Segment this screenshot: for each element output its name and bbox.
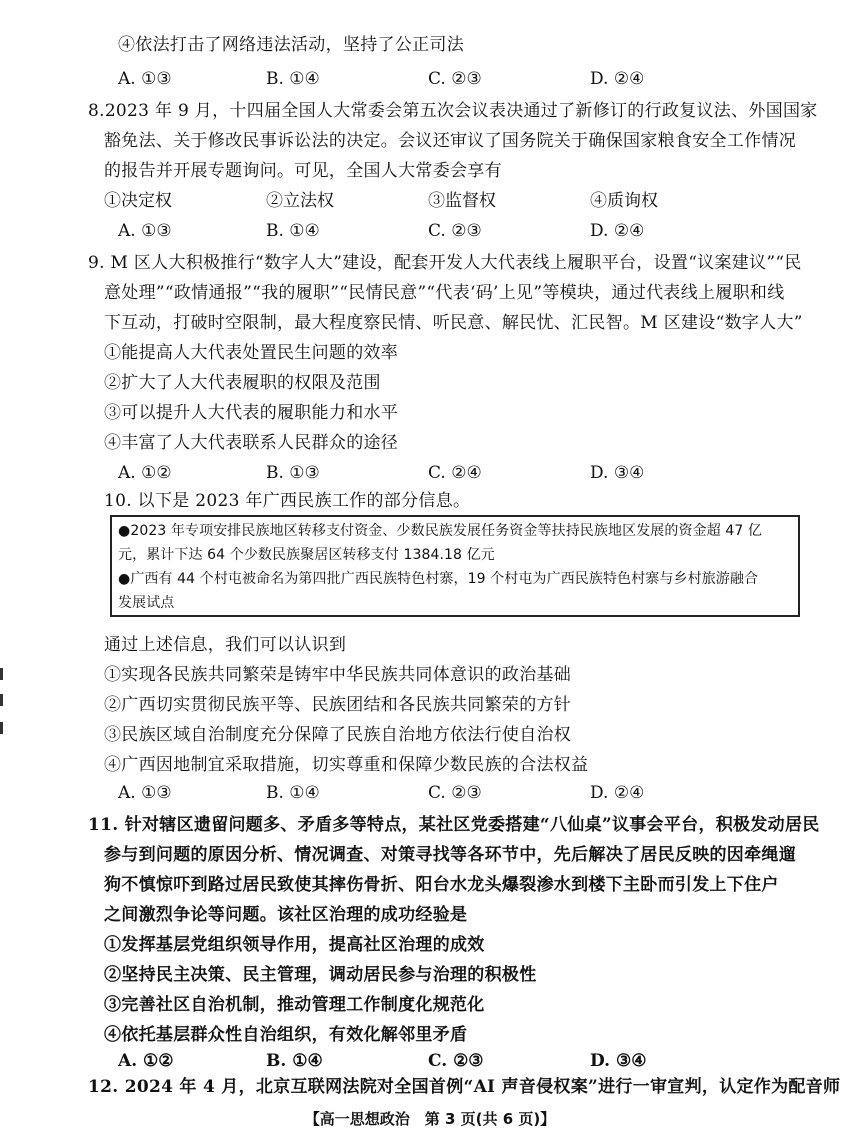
q9-stem-line-3: 下互动，打破时空限制，最大程度察民情、听民意、解民忧、汇民智。M 区建设“数字人大” — [104, 313, 803, 333]
q10-option-c[interactable]: C. ②③ — [428, 783, 482, 803]
q11-option-d[interactable]: D. ③④ — [590, 1051, 647, 1071]
q7-options — [0, 68, 860, 90]
q10-box-line-1: ●2023 年专项安排民族地区转移支付资金、少数民族发展任务资金等扶持民族地区发展的资金超 47 亿 — [118, 523, 763, 539]
q10-box-line-2: 元，累计下达 64 个少数民族聚居区转移支付 1384.18 亿元 — [118, 547, 495, 563]
q9-statement-3: ③可以提升人大代表的履职能力和水平 — [104, 403, 399, 423]
q11-statement-1: ①发挥基层党组织领导作用，提高社区治理的成效 — [104, 935, 485, 955]
q11-option-a[interactable]: A. ①② — [118, 1051, 174, 1071]
q8-stem-line-2: 豁免法、关于修改民事诉讼法的决定。会议还审议了国务院关于确保国家粮食安全工作情况 — [104, 131, 796, 151]
q11-statement-4: ④依托基层群众性自治组织，有效化解邻里矛盾 — [104, 1025, 468, 1045]
q9-option-d[interactable]: D. ③④ — [590, 463, 645, 483]
q7-option-b[interactable]: B. ①④ — [266, 69, 320, 89]
q11-stem-line-4: 之间激烈争论等问题。该社区治理的成功经验是 — [104, 905, 468, 925]
q8-option-a[interactable]: A. ①③ — [118, 221, 172, 241]
binding-margin-mark — [0, 694, 13, 706]
q8-item-3: ③监督权 — [428, 191, 496, 211]
binding-margin-mark — [0, 668, 13, 680]
q10-option-d[interactable]: D. ②④ — [590, 783, 645, 803]
q8-option-c[interactable]: C. ②③ — [428, 221, 482, 241]
q7-option-d[interactable]: D. ②④ — [590, 69, 645, 89]
q9-statement-1: ①能提高人大代表处置民生问题的效率 — [104, 343, 399, 363]
q12-stem-line-1: 12. 2024 年 4 月，北京互联网法院对全国首例“AI 声音侵权案”进行一审宣判，认定作为配音师 — [88, 1077, 841, 1097]
q11-option-b[interactable]: B. ①④ — [266, 1051, 323, 1071]
q8-item-1: ①决定权 — [104, 191, 172, 211]
q9-statement-4: ④丰富了人大代表联系人民群众的途径 — [104, 433, 399, 453]
q8-item-2: ②立法权 — [266, 191, 334, 211]
q8-option-d[interactable]: D. ②④ — [590, 221, 645, 241]
q10-info-box — [110, 515, 800, 617]
q7-statement-4: ④依法打击了网络违法活动，坚持了公正司法 — [118, 35, 464, 55]
page-footer: 【高一思想政治 第 3 页(共 6 页)】 — [304, 1110, 556, 1128]
q10-options — [0, 782, 860, 804]
q10-prompt: 通过上述信息，我们可以认识到 — [104, 635, 347, 655]
q11-statement-2: ②坚持民主决策、民主管理，调动居民参与治理的积极性 — [104, 965, 537, 985]
q7-option-c[interactable]: C. ②③ — [428, 69, 482, 89]
q10-statement-3: ③民族区域自治制度充分保障了民族自治地方依法行使自治权 — [104, 725, 572, 745]
q9-option-c[interactable]: C. ②④ — [428, 463, 482, 483]
q9-statement-2: ②扩大了人大代表履职的权限及范围 — [104, 373, 381, 393]
q9-stem-line-2: 意处理”“政情通报”“我的履职”“民情民意”“代表‘码’上见”等模块，通过代表线上履职和线 — [104, 283, 785, 303]
binding-margin-mark — [0, 722, 13, 734]
q9-stem-line-1: 9. M 区人大积极推行“数字人大”建设，配套开发人大代表线上履职平台，设置“议案建议”“民 — [88, 253, 802, 273]
q9-option-a[interactable]: A. ①② — [118, 463, 172, 483]
q8-stem-line-1: 8.2023 年 9 月，十四届全国人大常委会第五次会议表决通过了新修订的行政复议法、外国国家 — [88, 101, 818, 121]
q10-statement-4: ④广西因地制宜采取措施，切实尊重和保障少数民族的合法权益 — [104, 755, 589, 775]
q10-option-b[interactable]: B. ①④ — [266, 783, 320, 803]
q11-stem-line-2: 参与到问题的原因分析、情况调查、对策寻找等各环节中，先后解决了居民反映的因牵绳遛 — [104, 845, 796, 865]
q8-option-b[interactable]: B. ①④ — [266, 221, 320, 241]
q8-stem-line-3: 的报告并开展专题询问。可见，全国人大常委会享有 — [104, 161, 502, 181]
q10-statement-2: ②广西切实贯彻民族平等、民族团结和各民族共同繁荣的方针 — [104, 695, 572, 715]
q9-options — [0, 462, 860, 484]
q10-box-line-4: 发展试点 — [118, 595, 175, 611]
q11-stem-line-3: 狗不慎惊吓到路过居民致使其摔伤骨折、阳台水龙头爆裂渗水到楼下主卧而引发上下住户 — [104, 875, 779, 895]
q11-statement-3: ③完善社区自治机制，推动管理工作制度化规范化 — [104, 995, 485, 1015]
q10-intro: 10. 以下是 2023 年广西民族工作的部分信息。 — [104, 491, 471, 511]
q8-item-4: ④质询权 — [590, 191, 658, 211]
q10-statement-1: ①实现各民族共同繁荣是铸牢中华民族共同体意识的政治基础 — [104, 665, 572, 685]
q7-option-a[interactable]: A. ①③ — [118, 69, 172, 89]
q8-items — [0, 190, 860, 212]
q9-option-b[interactable]: B. ①③ — [266, 463, 320, 483]
q10-box-line-3: ●广西有 44 个村屯被命名为第四批广西民族特色村寨，19 个村屯为广西民族特色村寨与乡村旅游融合 — [118, 571, 759, 587]
q10-option-a[interactable]: A. ①③ — [118, 783, 172, 803]
q11-option-c[interactable]: C. ②③ — [428, 1051, 484, 1071]
q11-options — [0, 1050, 860, 1072]
q11-stem-line-1: 11. 针对辖区遗留问题多、矛盾多等特点，某社区党委搭建“八仙桌”议事会平台，积极发动居民 — [88, 815, 820, 835]
q8-options — [0, 220, 860, 242]
